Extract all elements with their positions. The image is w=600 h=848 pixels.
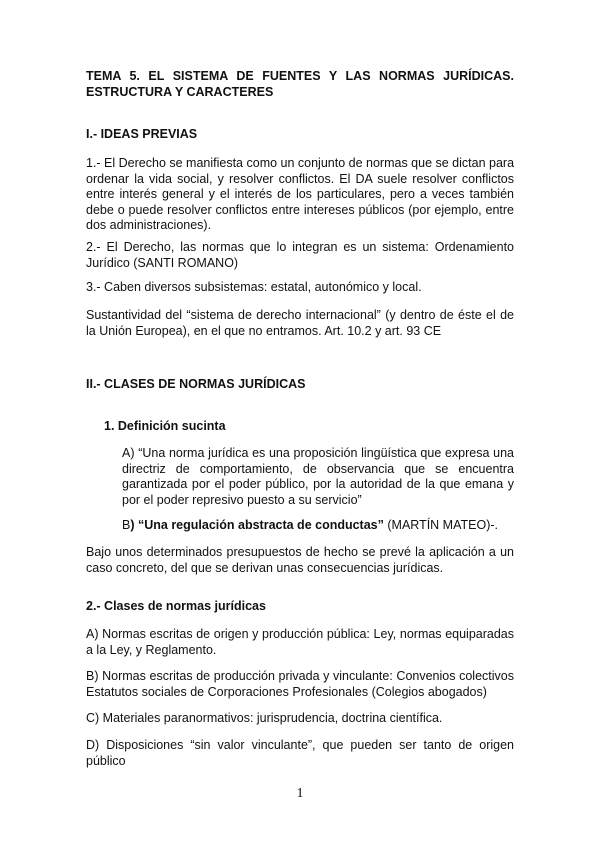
paragraph-1: 1.- El Derecho se manifiesta como un conjunto de normas que se dictan para ordenar la vida social, y resolver conflictos. El DA suele resolver conflictos entre interés general y el interés de los particulares, pero a veces también debe o puede resolver conflictos entre intereses públicos (por ejemplo, entre dos administraciones). (86, 156, 515, 232)
section-heading-ideas-previas: I.- IDEAS PREVIAS (86, 127, 198, 141)
definition-b-rest: (MARTÍN MATEO)-. (383, 518, 499, 532)
clase-d: D) Disposiciones “sin valor vinculante”, que pueden ser tanto de origen público (86, 738, 514, 768)
clase-b: B) Normas escritas de producción privada y vinculante: Convenios colectivos Estatutos sociales de Corporaciones Profesionales (Colegios abogados) (86, 669, 514, 699)
page-number: 1 (296, 786, 304, 801)
paragraph-2: 2.- El Derecho, las normas que lo integran es un sistema: Ordenamiento Jurídico (SANTI ROMANO) (86, 240, 514, 270)
definition-b-prefix: B (122, 518, 131, 532)
document-title: TEMA 5. EL SISTEMA DE FUENTES Y LAS NORMAS JURÍDICAS. ESTRUCTURA Y CARACTERES (86, 69, 514, 99)
paragraph-3: 3.- Caben diversos subsistemas: estatal, autonómico y local. (86, 280, 422, 294)
clase-c: C) Materiales paranormativos: jurisprudencia, doctrina científica. (86, 711, 443, 725)
paragraph-sustantividad: Sustantividad del “sistema de derecho internacional” (y dentro de éste el de la Unión Europea), en el que no entramos. Art. 10.2 y art. 93 CE (86, 308, 514, 338)
subheading-definicion: 1. Definición sucinta (104, 419, 226, 433)
clase-a: A) Normas escritas de origen y producción pública: Ley, normas equiparadas a la Ley, y Reglamento. (86, 627, 514, 657)
subheading-clases: 2.- Clases de normas jurídicas (86, 599, 266, 613)
paragraph-bajo: Bajo unos determinados presupuestos de hecho se prevé la aplicación a un caso concreto, del que se derivan unas consecuencias jurídicas. (86, 545, 514, 575)
section-heading-clases-normas: II.- CLASES DE NORMAS JURÍDICAS (86, 377, 306, 391)
definition-b (122, 518, 514, 534)
definition-a: A) “Una norma jurídica es una proposición lingüística que expresa una directriz de comportamiento, de observancia que se encuentra garantizada por el poder público, por la autoridad de la que emana y por el poder represivo puesto a su servicio” (122, 446, 514, 507)
definition-b-bold: ) “Una regulación abstracta de conductas” (130, 518, 384, 532)
